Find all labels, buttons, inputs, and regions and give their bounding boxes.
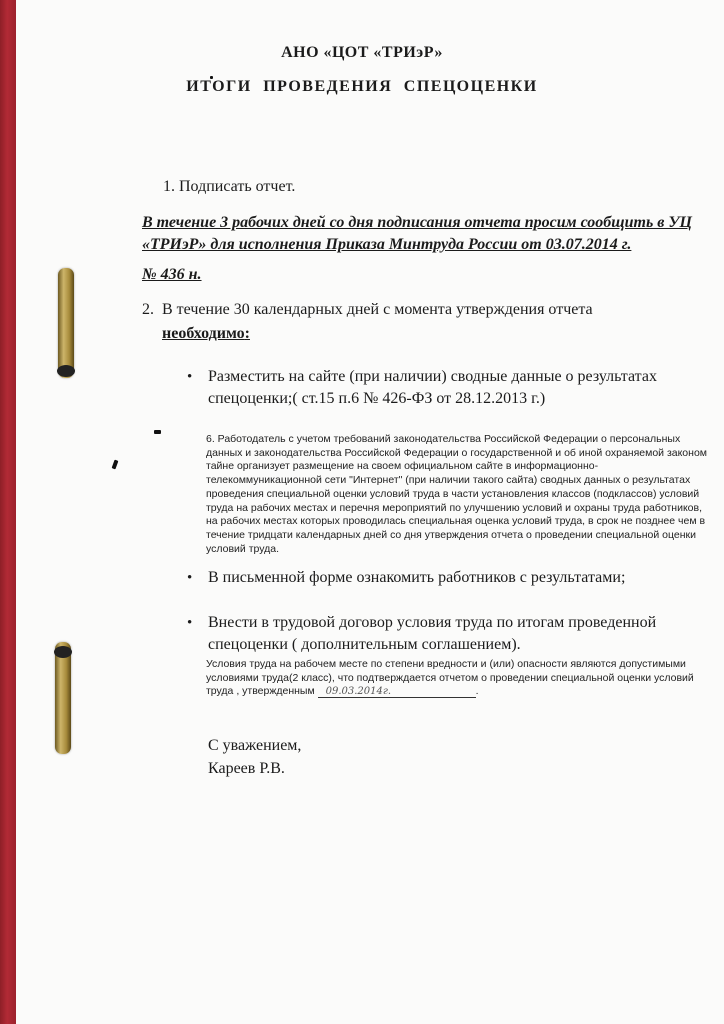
notice-text: В течение 3 рабочих дней со дня подписания отчета просим сообщить в УЦ «ТРИэР» для исполнения Приказа Минтруда России от 03.07.2014 г.	[142, 214, 692, 253]
step-1-text: Подписать отчет.	[179, 178, 296, 195]
bullet-item	[187, 612, 698, 656]
step-2-number: 2.	[142, 301, 154, 318]
handwritten-date: 09.03.2014г.	[318, 686, 476, 698]
step-2-emphasis-line	[142, 322, 642, 346]
binder-fastener-bottom	[55, 642, 71, 754]
binder-fastener-top	[58, 268, 74, 378]
closing-greeting: С уважением,	[208, 737, 302, 754]
law-excerpt: 6. Работодатель с учетом требований законодательства Российской Федерации о персональных данных и законодательства Российской Федерации о государственной и об иной охраняемой законом тайне организует размещение на своем официальном сайте в информационно-телекоммуникационной сети "Интернет" (при наличии такого сайта) сводных данных о результатах проведения специальной оценки условий труда в части установления классов (подклассов) условий труда на рабочих местах и перечня мероприятий по улучшению условий и охраны труда работников, на рабочих местах которых проводилась специальная оценка условий труда, в срок не позднее чем в течение тридцати календарных дней со дня утверждения отчета о проведении специальной оценки условий труда.	[206, 433, 708, 555]
step-2-emphasis: необходимо	[162, 325, 245, 342]
punch-hole-top	[57, 365, 75, 377]
bullet-text: Разместить на сайте (при наличии) сводные данные о результатах спецоценки;( ст.15 п.6 № 426-ФЗ от 28.12.2013 г.)	[208, 368, 657, 407]
organization-name: АНО «ЦОТ «ТРИэР»	[281, 44, 443, 61]
step-2-colon: :	[244, 325, 250, 342]
binder-edge	[0, 0, 16, 1024]
step-1	[163, 178, 295, 196]
bullet-dot-icon: •	[187, 615, 193, 631]
note-end: .	[475, 685, 479, 698]
scan-speck	[154, 430, 161, 434]
signature-name: Кареев Р.В.	[208, 760, 285, 777]
order-number: № 436 н.	[142, 266, 202, 283]
working-conditions-note	[206, 658, 714, 699]
step-2	[142, 298, 642, 346]
bullet-dot-icon: •	[187, 570, 193, 586]
step-1-number: 1.	[163, 178, 175, 195]
bullet-dot-icon: •	[187, 369, 193, 385]
punch-hole-bottom	[54, 646, 72, 658]
bullet-text: Внести в трудовой договор условия труда по итогам проведенной спецоценки ( дополнительным соглашением).	[208, 614, 657, 653]
bullet-item	[187, 366, 698, 410]
page-title: ИТОГИ ПРОВЕДЕНИЯ СПЕЦОЦЕНКИ	[186, 78, 538, 95]
bullet-text: В письменной форме ознакомить работников с результатами;	[208, 569, 626, 586]
bullet-item	[187, 567, 688, 589]
working-conditions-text: Условия труда на рабочем месте по степени вредности и (или) опасности являются допустимыми условиями труда(2 класс), что подтверждается отчетом о проведении специальной оценки условий труда , утвержденным	[206, 658, 694, 698]
step-2-text: В течение 30 календарных дней с момента утверждения отчета	[162, 301, 593, 318]
closing-block	[208, 734, 301, 780]
